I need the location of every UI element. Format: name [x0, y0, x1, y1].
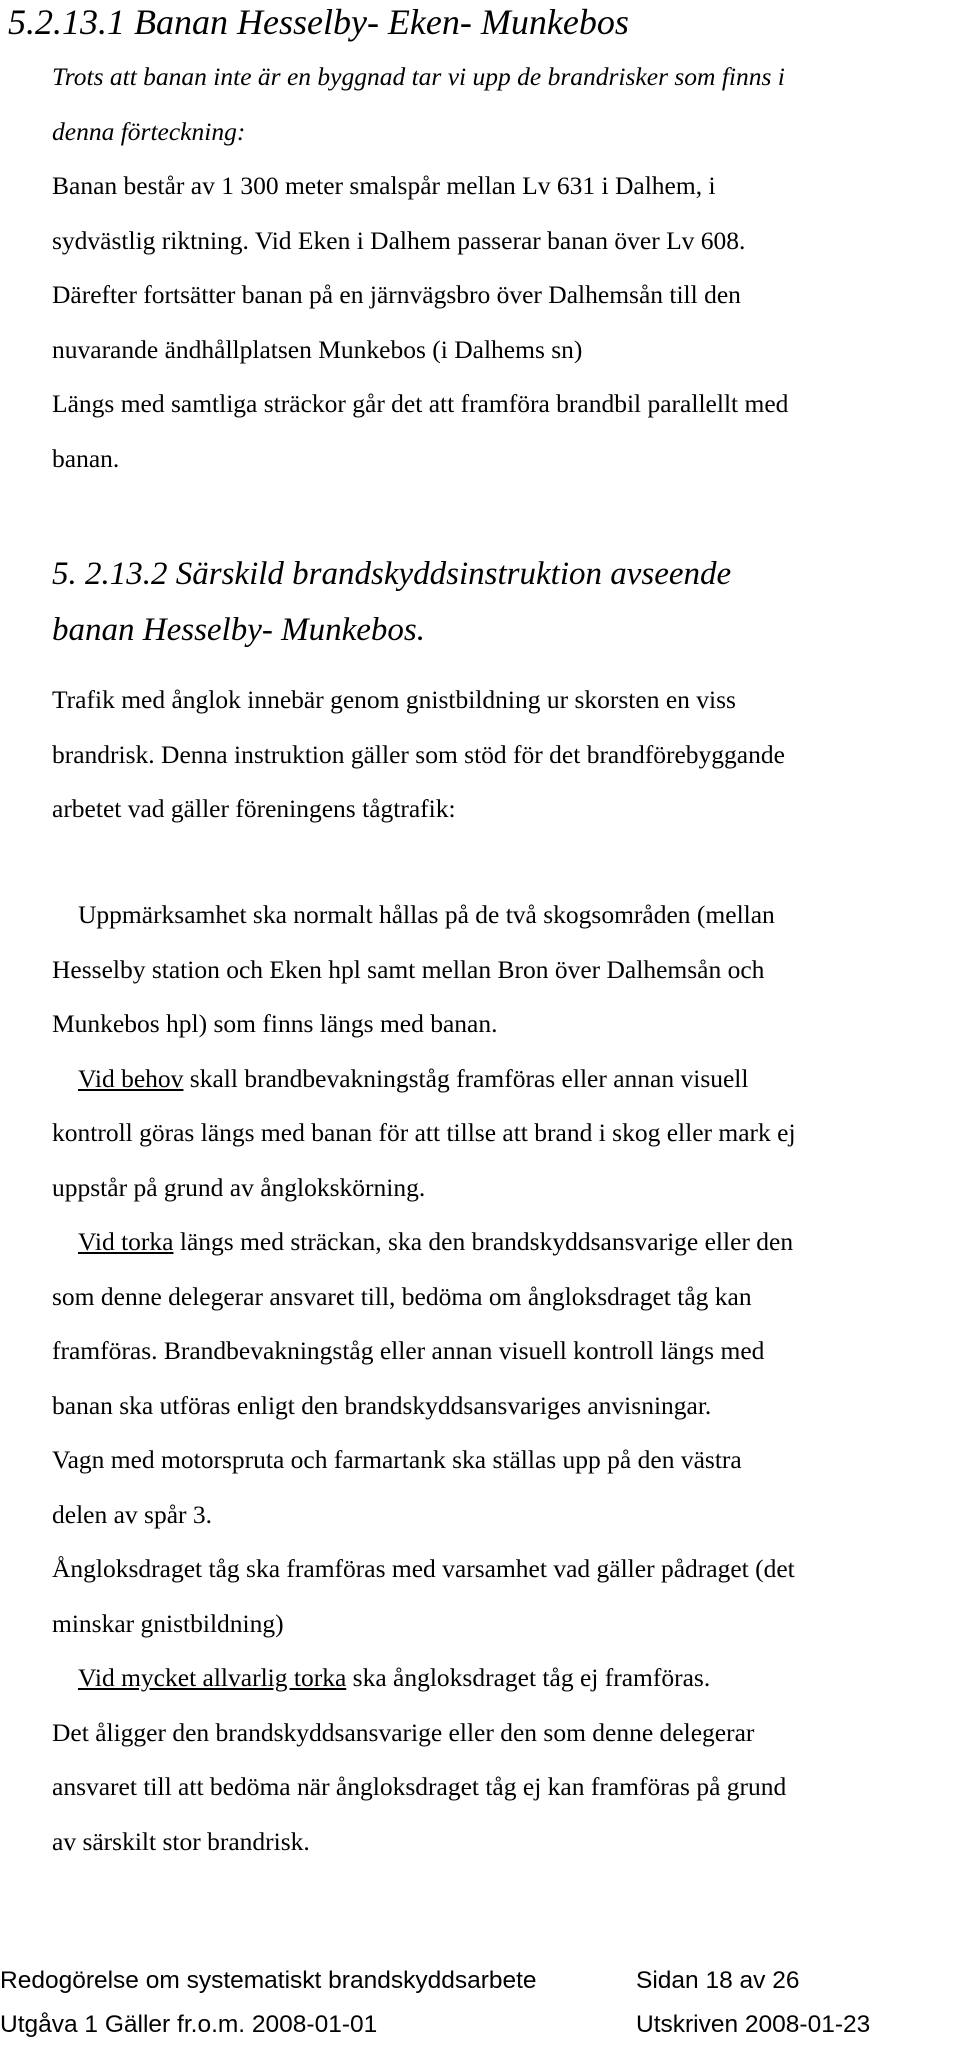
footer-document-title: Redogörelse om systematiskt brandskyddsarbete — [0, 1967, 537, 1994]
body-line: delen av spår 3. — [52, 1499, 213, 1529]
body-line: framföras. Brandbevakningståg eller annan visuell kontroll längs med — [52, 1336, 765, 1365]
heading-line: 5. 2.13.2 Särskild brandskyddsinstruktion avseende — [52, 556, 732, 592]
intro-line: Trots att banan inte är en byggnad tar vi upp de brandrisker som finns i — [52, 62, 785, 91]
footer-page-number: Sidan 18 av 26 — [636, 1967, 800, 1994]
body-line: Vagn med motorspruta och farmartank ska ställas upp på den västra — [52, 1445, 742, 1474]
body-line: arbetet vad gäller föreningens tågtrafik: — [52, 794, 456, 823]
body-line: banan. — [52, 443, 120, 473]
heading-line: banan Hesselby- Munkebos. — [52, 612, 425, 648]
body-line: som denne delegerar ansvaret till, bedöma om ångloksdraget tåg kan — [52, 1281, 752, 1311]
body-line: uppstår på grund av ånglokskörning. — [52, 1172, 426, 1202]
body-line: Därefter fortsätter banan på en järnvägsbro över Dalhemsån till den — [52, 280, 741, 309]
body-text-run: skall brandbevakningståg framföras eller annan visuell — [183, 1063, 749, 1093]
section-heading-5-2-13-1: 5.2.13.1 Banan Hesselby- Eken- Munkebos — [8, 2, 629, 42]
body-line: Längs med samtliga sträckor går det att framföra brandbil parallellt med — [52, 389, 789, 418]
intro-line: denna förteckning: — [52, 116, 246, 146]
body-line — [52, 1651, 932, 1706]
section-5-2-13-2-instructions — [52, 888, 932, 1869]
body-line: brandrisk. Denna instruktion gäller som stöd för det brandförebyggande — [52, 739, 785, 769]
underlined-phrase: Vid mycket allvarlig torka — [78, 1663, 347, 1692]
footer-printed-date: Utskriven 2008-01-23 — [636, 2011, 871, 2038]
body-line: sydvästlig riktning. Vid Eken i Dalhem passerar banan över Lv 608. — [52, 225, 746, 255]
underlined-phrase: Vid torka — [78, 1227, 174, 1256]
body-line: Uppmärksamhet ska normalt hållas på de två skogsområden (mellan — [78, 900, 775, 929]
body-line: ansvaret till att bedöma när ångloksdraget tåg ej kan framföras på grund — [52, 1772, 787, 1801]
body-line: minskar gnistbildning) — [52, 1608, 284, 1638]
body-line: Banan består av 1 300 meter smalspår mellan Lv 631 i Dalhem, i — [52, 171, 716, 200]
section-5-2-13-2-intro — [52, 673, 932, 837]
body-line: Munkebos hpl) som finns längs med banan. — [52, 1009, 498, 1038]
body-line: Trafik med ånglok innebär genom gnistbildning ur skorsten en viss — [52, 685, 736, 714]
footer-edition: Utgåva 1 Gäller fr.o.m. 2008-01-01 — [0, 2011, 378, 2038]
body-line: banan ska utföras enligt den brandskyddsansvariges anvisningar. — [52, 1390, 712, 1420]
section-5-2-13-1-body — [52, 50, 932, 486]
body-line: Det åligger den brandskyddsansvarige eller den som denne delegerar — [52, 1717, 755, 1747]
body-line: kontroll göras längs med banan för att tillse att brand i skog eller mark ej — [52, 1118, 796, 1147]
underlined-phrase: Vid behov — [78, 1063, 184, 1093]
body-line: nuvarande ändhållplatsen Munkebos (i Dalhems sn) — [52, 334, 583, 364]
body-line: Hesselby station och Eken hpl samt mellan Bron över Dalhemsån och — [52, 954, 765, 984]
body-line: av särskilt stor brandrisk. — [52, 1826, 310, 1856]
body-text-run: ska ångloksdraget tåg ej framföras. — [346, 1663, 711, 1692]
section-heading-5-2-13-2 — [52, 546, 731, 658]
body-text-run: längs med sträckan, ska den brandskyddsansvarige eller den — [173, 1227, 794, 1256]
body-line: Ångloksdraget tåg ska framföras med varsamhet vad gäller pådraget (det — [52, 1554, 795, 1583]
body-line — [52, 1052, 932, 1107]
body-line — [52, 1215, 932, 1270]
